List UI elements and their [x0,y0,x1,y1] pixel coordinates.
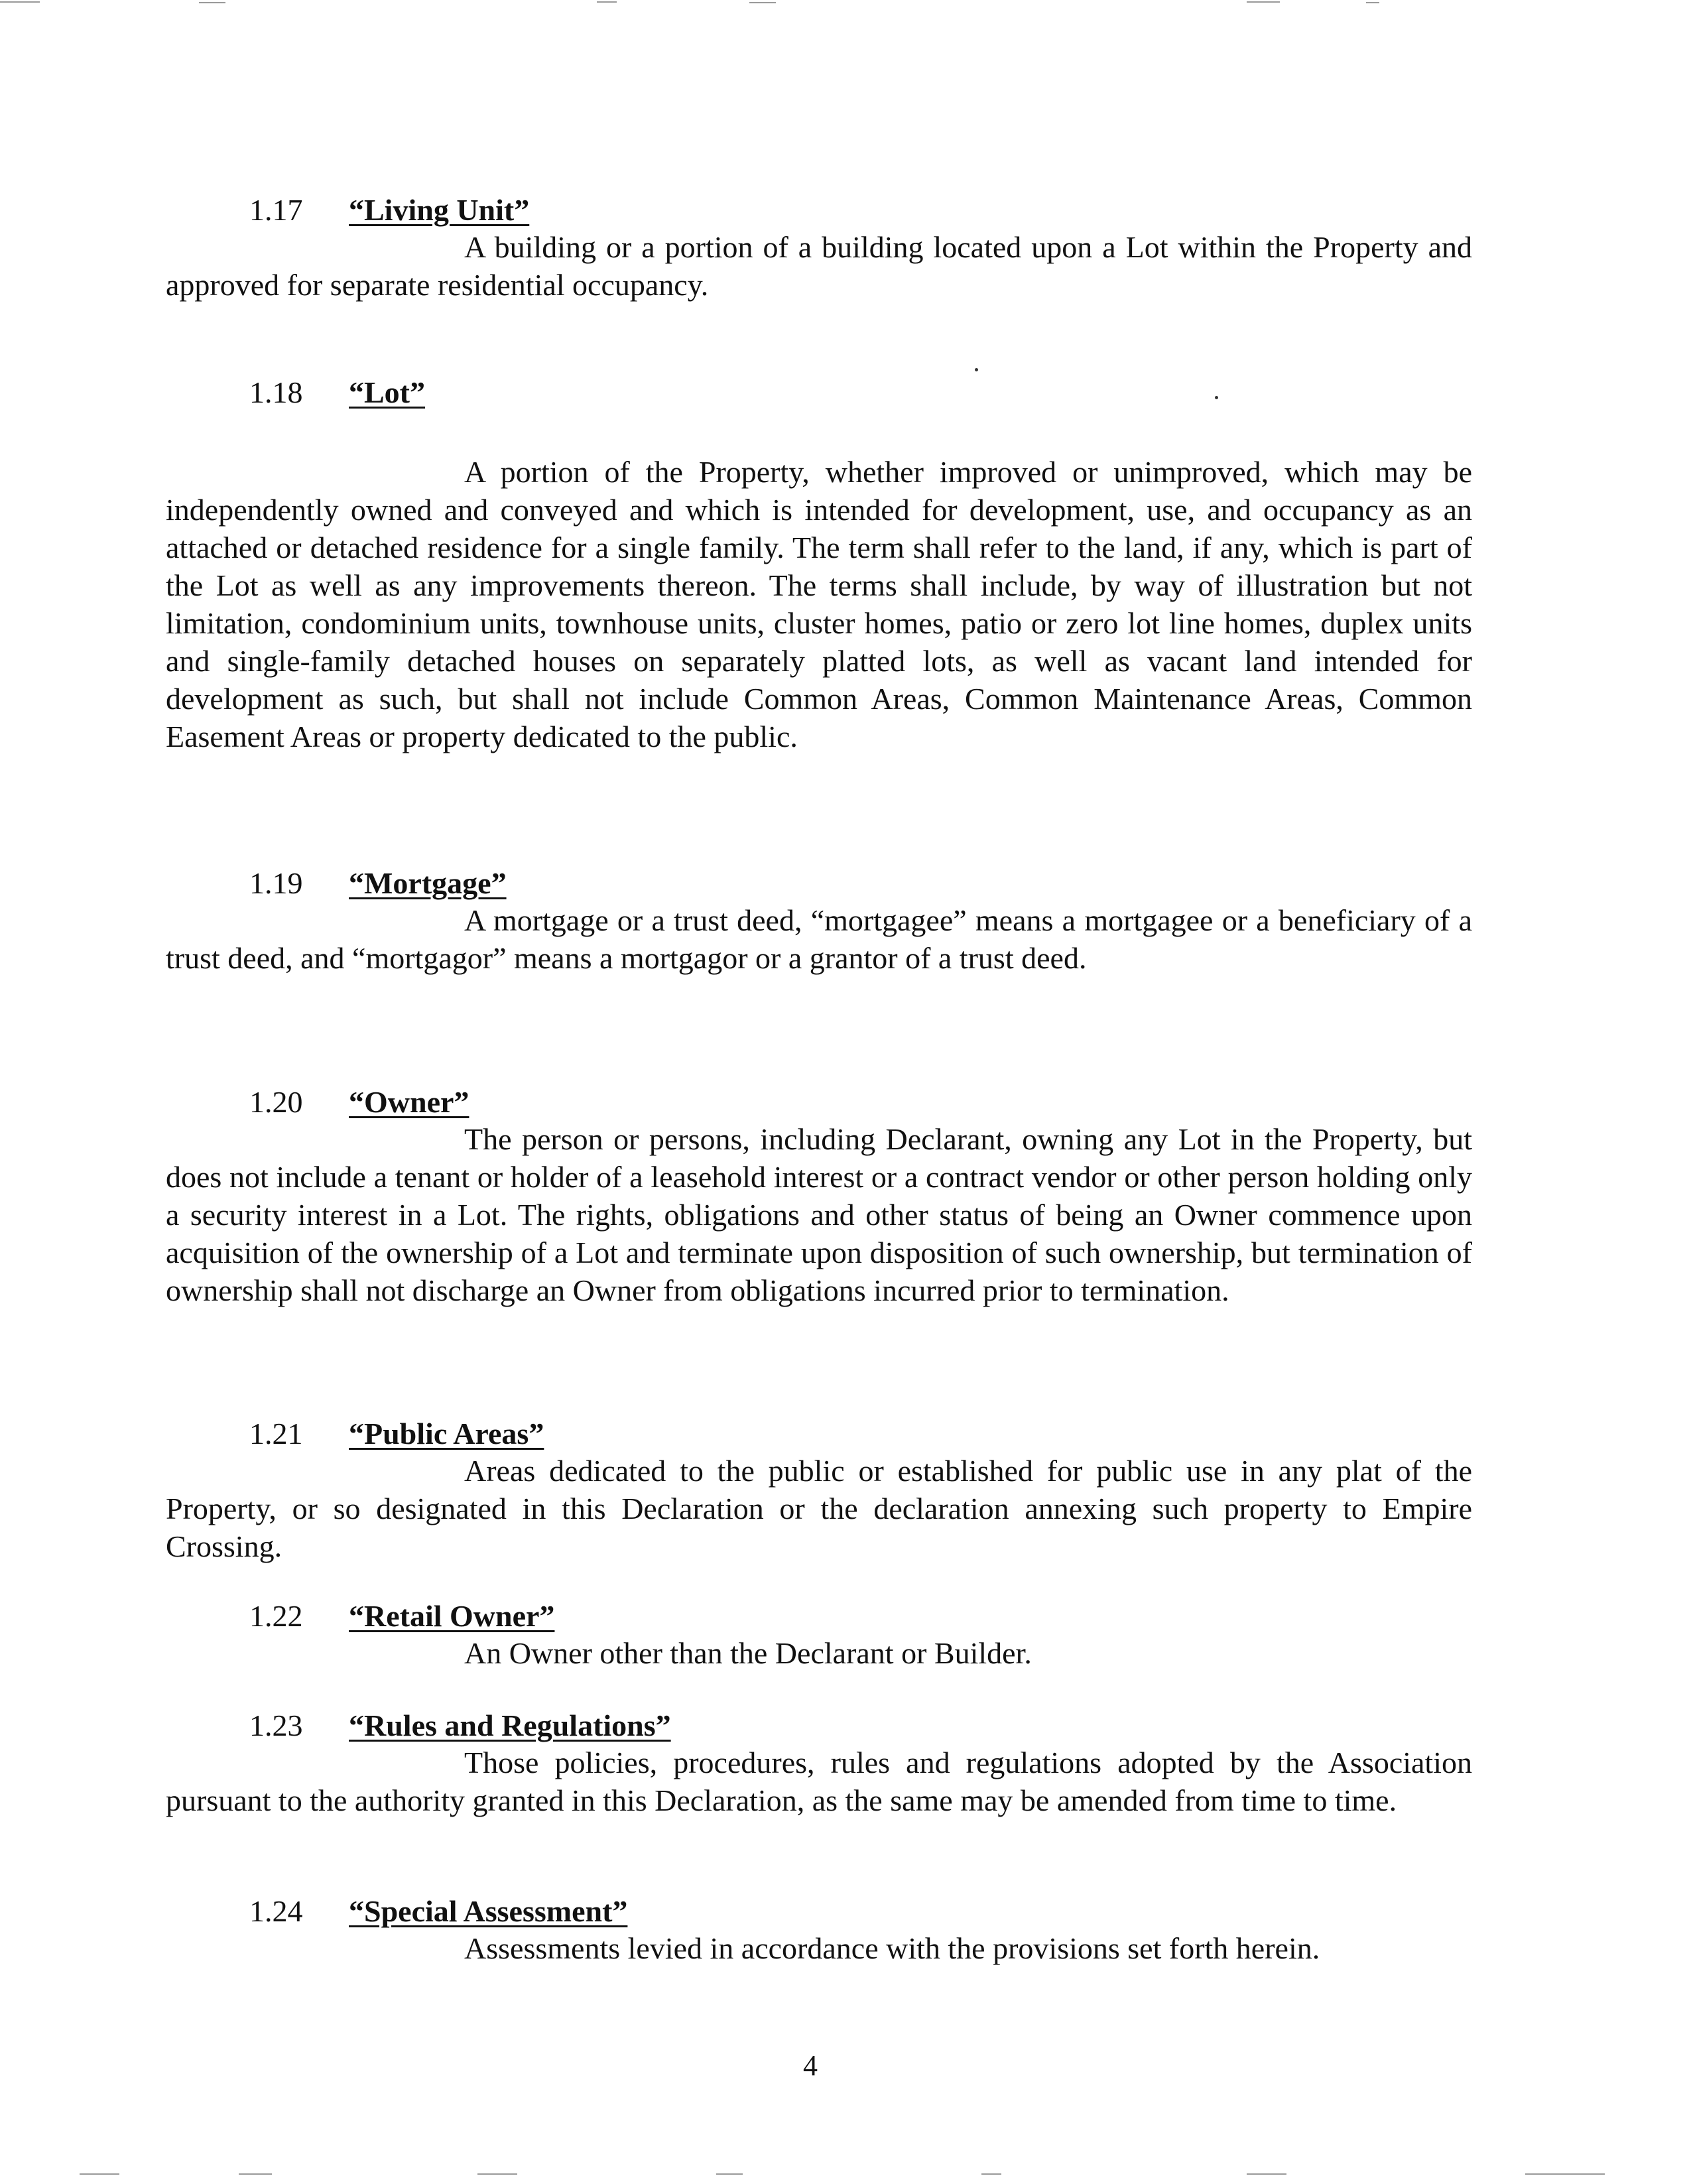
defined-term: “Lot” [349,375,425,409]
definition-text: A portion of the Property, whether improved or unimproved, which may be independently owned and conveyed and which is intended for development, use, and occupancy as an attached or detached residence for a single family. The term shall refer to the land, if any, which is part of the Lot as well as any improvements thereon. The terms shall include, by way of illustration but not limitation, condominium units, townhouse units, cluster homes, patio or zero lot line homes, duplex units and single-family detached houses on separately platted lots, as well as vacant land intended for development as such, but shall not include Common Areas, Common Maintenance Areas, Common Easement Areas or property dedicated to the public. [166,455,1472,753]
definition-text: Assessments levied in accordance with the provisions set forth herein. [464,1931,1320,1965]
defined-term: “Mortgage” [349,866,507,900]
section-number: 1.24 [249,1894,303,1928]
page-number: 4 [803,2049,818,2082]
definition-text: An Owner other than the Declarant or Builder. [464,1636,1032,1670]
bottom-scan-artifacts [0,2172,1687,2177]
section-number: 1.20 [249,1085,303,1119]
definition-section [166,1708,1472,1819]
defined-term: “Public Areas” [349,1417,544,1450]
definition-section [166,375,1472,755]
definition-text: A building or a portion of a building located upon a Lot within the Property and approved for separate residential occupancy. [166,230,1472,302]
section-heading [166,1084,1472,1120]
defined-term: “Special Assessment” [349,1894,628,1928]
top-scan-artifacts [0,0,1687,5]
section-heading [166,1598,1472,1634]
defined-term: “Rules and Regulations” [349,1708,671,1742]
section-number: 1.17 [249,193,303,227]
definition-section [166,1084,1472,1309]
section-heading [166,1416,1472,1452]
definition-text: The person or persons, including Declarant, owning any Lot in the Property, but does not include a tenant or holder of a leasehold interest or a contract vendor or other person holding only a security interest in a Lot. The rights, obligations and other status of being an Owner commence upon acquisition of the ownership of a Lot and terminate upon disposition of such ownership, but termination of ownership shall not discharge an Owner from obligations incurred prior to termination. [166,1122,1472,1307]
defined-term: “Living Unit” [349,193,530,227]
definition-text: A mortgage or a trust deed, “mortgagee” means a mortgagee or a beneficiary of a trust deed, and “mortgagor” means a mortgagor or a grantor of a trust deed. [166,903,1472,975]
section-heading [166,866,1472,901]
section-number: 1.19 [249,866,303,900]
defined-term: “Retail Owner” [349,1599,555,1633]
section-number: 1.21 [249,1417,303,1450]
section-number: 1.23 [249,1708,303,1742]
defined-term: “Owner” [349,1085,469,1119]
section-number: 1.18 [249,375,303,409]
section-heading [166,192,1472,228]
definition-section [166,1894,1472,1967]
definition-text: Areas dedicated to the public or established for public use in any plat of the Property, or so designated in this Declaration or the declaration annexing such property to Empire Crossing. [166,1454,1472,1563]
definition-section [166,866,1472,977]
section-number: 1.22 [249,1599,303,1633]
definition-section [166,1598,1472,1672]
definition-section [166,1416,1472,1565]
section-heading [166,375,1472,453]
definition-section [166,192,1472,304]
definition-text: Those policies, procedures, rules and regulations adopted by the Association pursuant to the authority granted in this Declaration, as the same may be amended from time to time. [166,1746,1472,1817]
section-heading [166,1894,1472,1929]
scan-speck [975,368,978,371]
section-heading [166,1708,1472,1744]
